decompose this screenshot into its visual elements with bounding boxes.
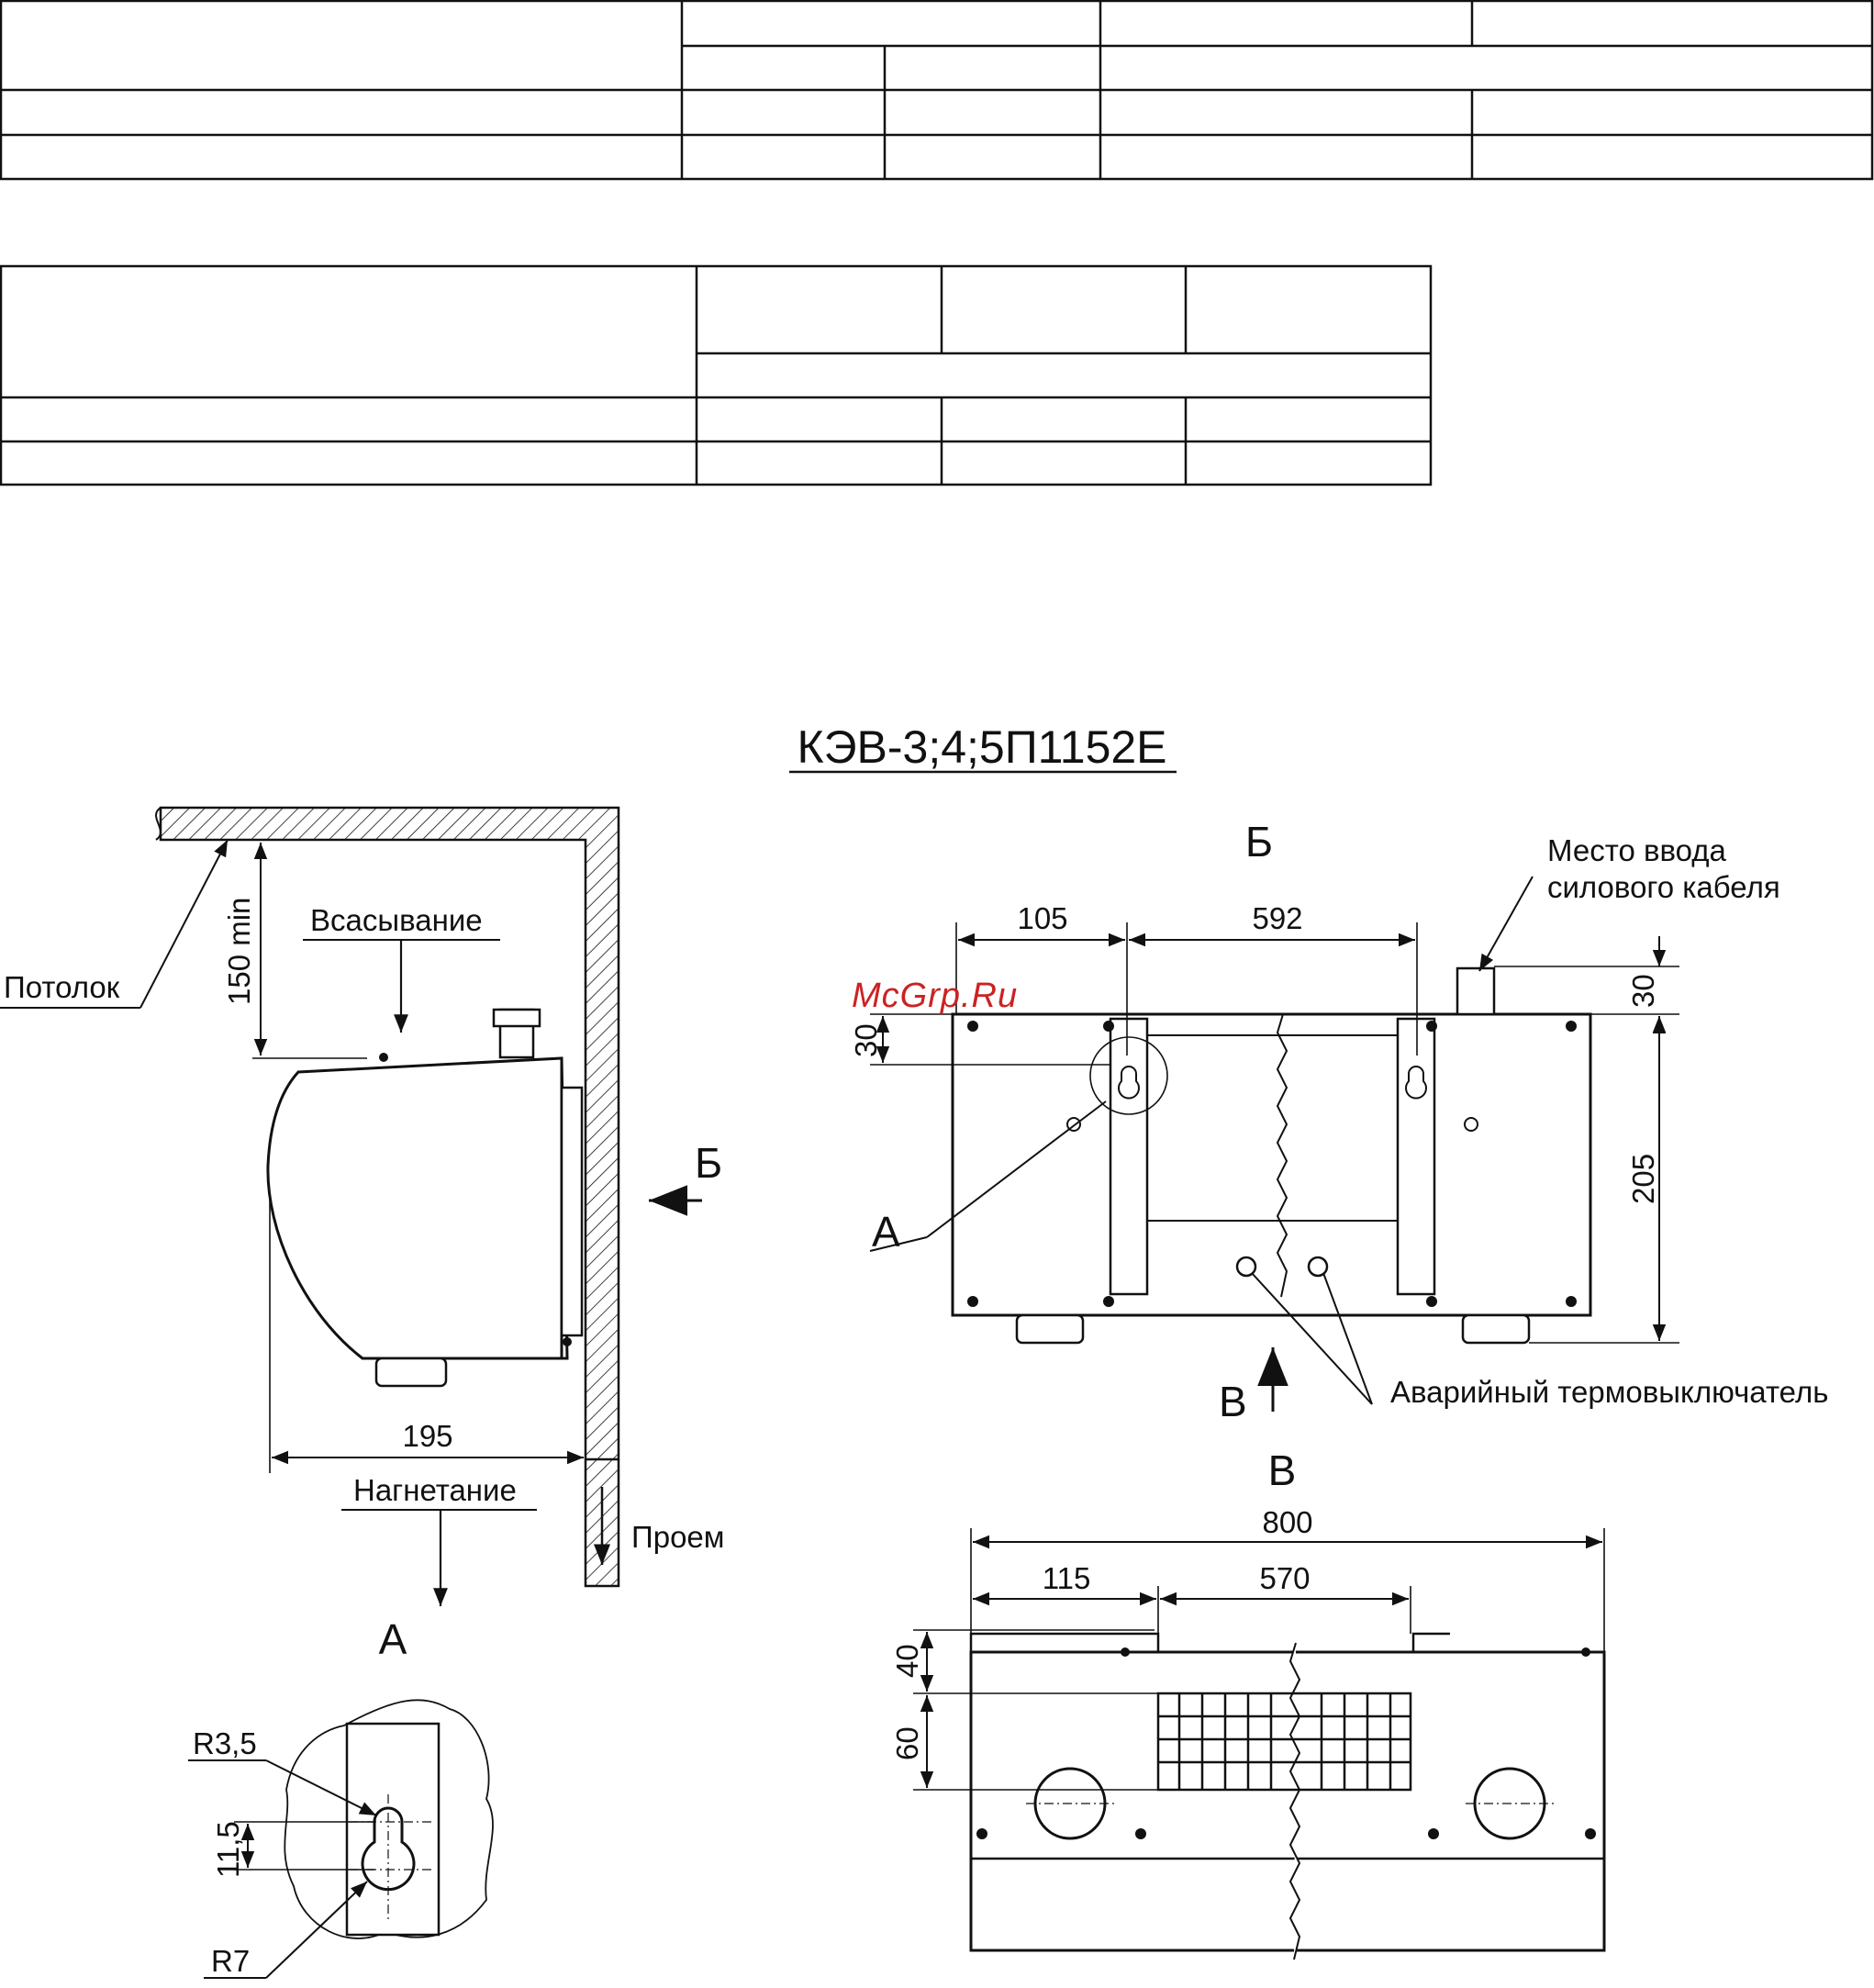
dim-105-label: 105	[1017, 901, 1068, 935]
left-bracket	[1110, 1019, 1147, 1294]
left-keyhole	[1119, 1067, 1139, 1099]
detail-a	[188, 1615, 493, 1978]
right-grille	[1463, 1315, 1529, 1343]
rear-screw	[563, 1337, 572, 1346]
curtain-body	[268, 1058, 567, 1358]
side-view	[0, 808, 724, 1606]
right-bracket	[1398, 1019, 1434, 1294]
view-v-heading: В	[1267, 1446, 1297, 1494]
spec-table-2	[1, 266, 1431, 485]
view-b-heading: Б	[1244, 818, 1274, 866]
dim-570-label: 570	[1259, 1561, 1311, 1595]
view-v-marker: В	[1219, 1378, 1247, 1425]
dim-11-5-label: 11,5	[211, 1821, 245, 1878]
detail-a-callout: А	[872, 1208, 900, 1256]
dim-30-left-label: 30	[849, 1023, 883, 1057]
top-screw	[379, 1053, 388, 1062]
drawing-title: КЭВ-3;4;5П1152Е	[797, 721, 1167, 773]
dim-40-label: 40	[890, 1644, 924, 1678]
bottom-grille	[376, 1358, 446, 1386]
discharge-label: Нагнетание	[353, 1473, 517, 1507]
detail-a-heading: А	[378, 1615, 407, 1663]
r-small-label: R3,5	[193, 1726, 257, 1760]
right-flange	[1413, 1634, 1450, 1652]
watermark: McGrp.Ru	[852, 977, 1019, 1015]
spec-table-1	[1, 1, 1872, 179]
left-flange	[971, 1634, 1158, 1652]
dim-115-label: 115	[1042, 1561, 1091, 1595]
clearance-label: 150 min	[222, 897, 256, 1005]
opening-label: Проем	[631, 1520, 725, 1554]
mount-bracket	[562, 1088, 582, 1335]
cable-entry-line1: Место ввода	[1547, 833, 1726, 867]
suction-label: Всасывание	[310, 903, 483, 937]
thermal-switch-label: Аварийный термовыключатель	[1390, 1375, 1829, 1409]
view-b-cable-gland	[1457, 968, 1494, 1014]
cable-entry-leader	[1479, 877, 1533, 971]
dim-800-label: 800	[1262, 1505, 1313, 1539]
ceiling-label: Потолок	[4, 970, 120, 1004]
left-grille	[1017, 1315, 1083, 1343]
view-v	[890, 1446, 1604, 1960]
view-b-marker: Б	[695, 1139, 723, 1187]
dim-592-label: 592	[1252, 901, 1303, 935]
cable-gland-nut	[494, 1010, 540, 1026]
ceiling-leader	[140, 840, 228, 1008]
right-keyhole	[1406, 1067, 1426, 1099]
cable-entry-line2: силового кабеля	[1547, 870, 1780, 904]
view-b-body	[953, 1014, 1590, 1315]
depth-label: 195	[402, 1419, 453, 1453]
dim-205-label: 205	[1626, 1153, 1660, 1204]
view-b	[849, 818, 1828, 1425]
r-large-label: R7	[211, 1944, 251, 1978]
dim-30-right-label: 30	[1626, 974, 1660, 1008]
dim-60-label: 60	[890, 1726, 924, 1760]
